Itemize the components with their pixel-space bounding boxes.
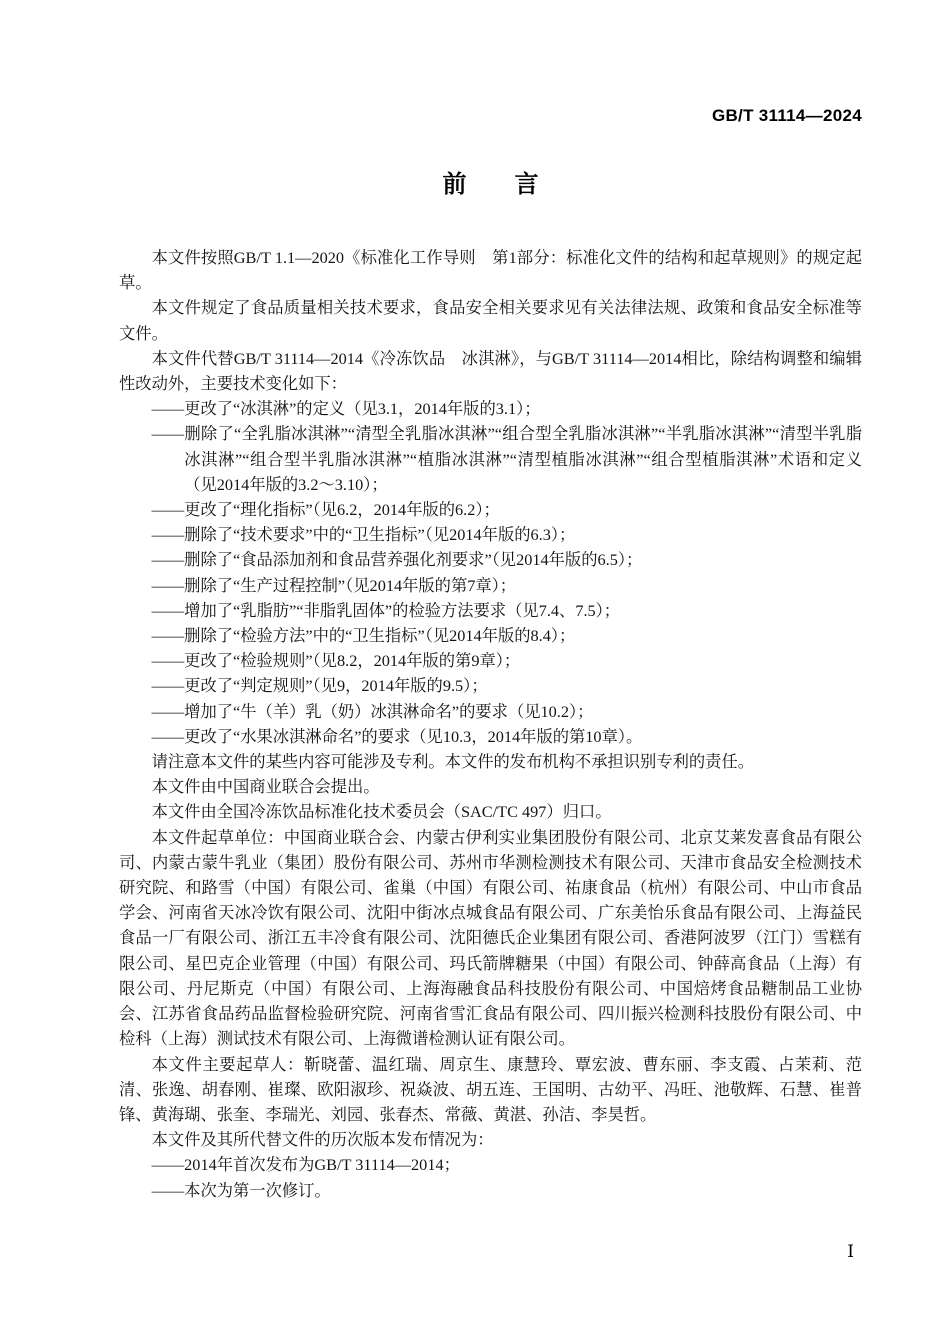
paragraph-scope-note: 本文件规定了食品质量相关技术要求，食品安全相关要求见有关法律法规、政策和食品安全标准等文件。 [119, 298, 862, 343]
foreword-title: 前 言 [442, 171, 539, 198]
change-item: ——更改了“理化指标”（见6.2，2014年版的6.2）； [151, 500, 500, 520]
paragraph-drafting-basis: 本文件按照GB/T 1.1—2020《标准化工作导则 第1部分：标准化文件的结构和起草规则》的规定起草。 [119, 248, 862, 293]
change-item: ——更改了“水果冰淇淋命名”的要求（见10.3，2014年版的第10章）。 [151, 726, 643, 746]
change-item: ——删除了“生产过程控制”（见2014年版的第7章）； [151, 575, 517, 595]
change-item: ——删除了“技术要求”中的“卫生指标”（见2014年版的6.3）； [151, 525, 576, 545]
paragraph-drafting-organizations: 本文件起草单位：中国商业联合会、内蒙古伊利实业集团股份有限公司、北京艾莱发喜食品有限公司、内蒙古蒙牛乳业（集团）股份有限公司、苏州市华测检测技术有限公司、天津市食品安全检测技术研究院、和路雪（中国）有限公司、雀巢（中国）有限公司、祐康食品（杭州）有限公司、中山市食品学会、河南省天冰冷饮有限公司、沈阳中街冰点城食品有限公司、广东美怡乐食品有限公司、上海益民食品一厂有限公司、浙江五丰冷食有限公司、沈阳德氏企业集团有限公司、香港阿波罗（江门）雪糕有限公司、星巴克企业管理（中国）有限公司、玛氏箭牌糖果（中国）有限公司、钟薛高食品（上海）有限公司、丹尼斯克（中国）有限公司、上海海融食品科技股份有限公司、中国焙烤食品糖制品工业协会、江苏省食品药品监督检验研究院、河南省雪汇食品有限公司、四川振兴检测科技股份有限公司、中检科（上海）测试技术有限公司、上海微谱检测认证有限公司。 [119, 827, 862, 1049]
change-item: ——更改了“判定规则”（见9，2014年版的9.5）； [151, 676, 488, 696]
change-item: ——增加了“乳脂肪”“非脂乳固体”的检验方法要求（见7.4、7.5）； [151, 600, 621, 620]
paragraph-patent-note: 请注意本文件的某些内容可能涉及专利。本文件的发布机构不承担识别专利的责任。 [151, 752, 755, 772]
change-item: ——增加了“牛（羊）乳（奶）冰淇淋命名”的要求（见10.2）； [151, 701, 594, 721]
standard-number: GB/T 31114—2024 [711, 106, 862, 125]
paragraph-main-drafters: 本文件主要起草人：靳晓蕾、温红瑞、周京生、康慧玲、覃宏波、曹东丽、李支霞、占茉莉、范清、张逸、胡春刚、崔璨、欧阳淑珍、祝焱波、胡五连、王国明、古幼平、冯旺、池敬辉、石慧、崔普锋、黄海瑚、张奎、李瑞光、刘园、张春杰、常薇、黄湛、孙洁、李昊哲。 [119, 1054, 862, 1124]
paragraph-centralized-by: 本文件由全国冷冻饮品标准化技术委员会（SAC/TC 497）归口。 [151, 802, 612, 822]
paragraph-replacement: 本文件代替GB/T 31114—2014《冷冻饮品 冰淇淋》，与GB/T 31114—2014相比，除结构调整和编辑性改动外，主要技术变化如下： [119, 348, 862, 394]
history-item: ——2014年首次发布为GB/T 31114—2014； [151, 1155, 460, 1175]
paragraph-history-intro: 本文件及其所代替文件的历次版本发布情况为： [151, 1130, 494, 1150]
change-item: ——更改了“检验规则”（见8.2，2014年版的第9章）； [151, 651, 521, 671]
foreword-body [119, 245, 862, 1203]
paragraph-proposed-by: 本文件由中国商业联合会提出。 [151, 777, 380, 797]
history-item: ——本次为第一次修订。 [151, 1180, 331, 1200]
change-item: ——更改了“冰淇淋”的定义（见3.1，2014年版的3.1）； [151, 399, 541, 419]
change-item: ——删除了“全乳脂冰淇淋”“清型全乳脂冰淇淋”“组合型全乳脂冰淇淋”“半乳脂冰淇淋”“清型半乳脂冰淇淋”“组合型半乳脂冰淇淋”“植脂冰淇淋”“清型植脂冰淇淋”“组合型植脂淇淋”术语和定义（见2014年版的3.2～3.10）； [151, 424, 862, 494]
change-item: ——删除了“检验方法”中的“卫生指标”（见2014年版的8.4）； [151, 626, 576, 646]
change-item: ——删除了“食品添加剂和食品营养强化剂要求”（见2014年版的6.5）； [151, 550, 643, 570]
page-number: Ⅰ [847, 1242, 854, 1261]
